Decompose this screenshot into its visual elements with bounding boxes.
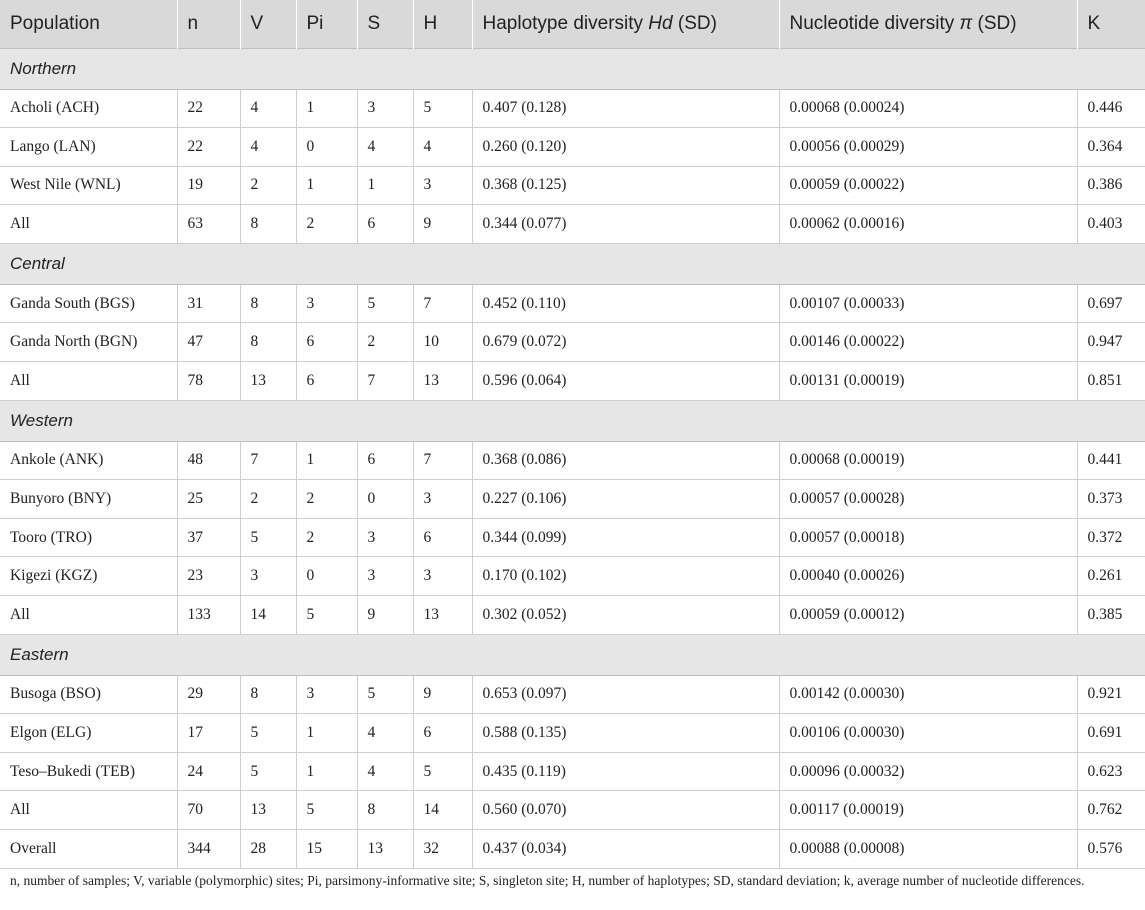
cell-pi: 15 (296, 830, 357, 869)
cell-v: 4 (240, 128, 296, 167)
cell-k: 0.691 (1077, 714, 1145, 753)
cell-population: Lango (LAN) (0, 128, 177, 167)
cell-hd: 0.344 (0.077) (472, 205, 779, 244)
cell-n: 48 (177, 441, 240, 480)
cell-h: 6 (413, 518, 472, 557)
cell-nd: 0.00056 (0.00029) (779, 128, 1077, 167)
cell-n: 133 (177, 596, 240, 635)
cell-k: 0.364 (1077, 128, 1145, 167)
cell-v: 2 (240, 166, 296, 205)
cell-nd: 0.00142 (0.00030) (779, 675, 1077, 714)
cell-s: 3 (357, 557, 413, 596)
cell-n: 19 (177, 166, 240, 205)
cell-population: Acholi (ACH) (0, 89, 177, 128)
cell-pi: 3 (296, 675, 357, 714)
cell-nd: 0.00068 (0.00019) (779, 441, 1077, 480)
cell-v: 5 (240, 752, 296, 791)
cell-k: 0.851 (1077, 362, 1145, 401)
cell-k: 0.441 (1077, 441, 1145, 480)
section-label: Central (0, 243, 1145, 284)
cell-v: 7 (240, 441, 296, 480)
cell-population: Kigezi (KGZ) (0, 557, 177, 596)
cell-h: 14 (413, 791, 472, 830)
cell-k: 0.385 (1077, 596, 1145, 635)
section-label: Northern (0, 48, 1145, 89)
table-row (0, 480, 1145, 519)
cell-n: 78 (177, 362, 240, 401)
header-pi: Pi (296, 0, 357, 48)
table-row (0, 752, 1145, 791)
cell-population: Overall (0, 830, 177, 869)
cell-n: 47 (177, 323, 240, 362)
cell-k: 0.762 (1077, 791, 1145, 830)
cell-pi: 2 (296, 205, 357, 244)
cell-v: 14 (240, 596, 296, 635)
cell-nd: 0.00059 (0.00022) (779, 166, 1077, 205)
cell-hd: 0.227 (0.106) (472, 480, 779, 519)
cell-k: 0.947 (1077, 323, 1145, 362)
cell-nd: 0.00059 (0.00012) (779, 596, 1077, 635)
cell-s: 3 (357, 89, 413, 128)
cell-h: 10 (413, 323, 472, 362)
cell-s: 1 (357, 166, 413, 205)
cell-v: 8 (240, 675, 296, 714)
section-row (0, 48, 1145, 89)
cell-hd: 0.302 (0.052) (472, 596, 779, 635)
table-row (0, 323, 1145, 362)
cell-s: 4 (357, 752, 413, 791)
cell-hd: 0.679 (0.072) (472, 323, 779, 362)
header-nucleotide-diversity: Nucleotide diversity π (SD) (779, 0, 1077, 48)
cell-pi: 5 (296, 791, 357, 830)
cell-s: 2 (357, 323, 413, 362)
cell-n: 37 (177, 518, 240, 557)
cell-pi: 1 (296, 441, 357, 480)
cell-nd: 0.00106 (0.00030) (779, 714, 1077, 753)
header-population: Population (0, 0, 177, 48)
cell-v: 13 (240, 791, 296, 830)
cell-n: 22 (177, 89, 240, 128)
cell-n: 24 (177, 752, 240, 791)
cell-s: 8 (357, 791, 413, 830)
cell-n: 29 (177, 675, 240, 714)
cell-nd: 0.00040 (0.00026) (779, 557, 1077, 596)
cell-hd: 0.588 (0.135) (472, 714, 779, 753)
table-row (0, 830, 1145, 869)
header-k: K (1077, 0, 1145, 48)
table-row (0, 791, 1145, 830)
cell-s: 5 (357, 284, 413, 323)
cell-h: 32 (413, 830, 472, 869)
cell-n: 25 (177, 480, 240, 519)
cell-h: 7 (413, 284, 472, 323)
cell-nd: 0.00068 (0.00024) (779, 89, 1077, 128)
cell-pi: 6 (296, 323, 357, 362)
cell-pi: 1 (296, 166, 357, 205)
cell-k: 0.403 (1077, 205, 1145, 244)
cell-s: 5 (357, 675, 413, 714)
header-row (0, 0, 1145, 48)
cell-s: 7 (357, 362, 413, 401)
cell-s: 6 (357, 205, 413, 244)
cell-population: Teso–Bukedi (TEB) (0, 752, 177, 791)
section-row (0, 634, 1145, 675)
cell-v: 8 (240, 205, 296, 244)
cell-s: 0 (357, 480, 413, 519)
cell-population: Ankole (ANK) (0, 441, 177, 480)
cell-v: 8 (240, 323, 296, 362)
table-row (0, 714, 1145, 753)
table-row (0, 362, 1145, 401)
cell-v: 28 (240, 830, 296, 869)
cell-v: 8 (240, 284, 296, 323)
table-row (0, 441, 1145, 480)
table-row (0, 557, 1145, 596)
cell-n: 70 (177, 791, 240, 830)
cell-population: Bunyoro (BNY) (0, 480, 177, 519)
cell-s: 4 (357, 714, 413, 753)
cell-hd: 0.368 (0.125) (472, 166, 779, 205)
cell-k: 0.623 (1077, 752, 1145, 791)
cell-population: All (0, 791, 177, 830)
cell-hd: 0.653 (0.097) (472, 675, 779, 714)
cell-h: 9 (413, 675, 472, 714)
table-row (0, 205, 1145, 244)
cell-pi: 0 (296, 557, 357, 596)
cell-k: 0.373 (1077, 480, 1145, 519)
cell-v: 2 (240, 480, 296, 519)
cell-n: 23 (177, 557, 240, 596)
cell-pi: 1 (296, 752, 357, 791)
cell-h: 9 (413, 205, 472, 244)
section-label: Western (0, 400, 1145, 441)
cell-hd: 0.437 (0.034) (472, 830, 779, 869)
cell-h: 3 (413, 166, 472, 205)
cell-s: 9 (357, 596, 413, 635)
cell-nd: 0.00057 (0.00018) (779, 518, 1077, 557)
cell-s: 4 (357, 128, 413, 167)
cell-hd: 0.452 (0.110) (472, 284, 779, 323)
section-row (0, 400, 1145, 441)
cell-k: 0.921 (1077, 675, 1145, 714)
cell-population: Busoga (BSO) (0, 675, 177, 714)
header-h: H (413, 0, 472, 48)
cell-nd: 0.00131 (0.00019) (779, 362, 1077, 401)
cell-population: West Nile (WNL) (0, 166, 177, 205)
cell-h: 7 (413, 441, 472, 480)
cell-k: 0.261 (1077, 557, 1145, 596)
header-haplotype-diversity: Haplotype diversity Hd (SD) (472, 0, 779, 48)
cell-population: All (0, 596, 177, 635)
cell-nd: 0.00146 (0.00022) (779, 323, 1077, 362)
cell-nd: 0.00088 (0.00008) (779, 830, 1077, 869)
table-footnote: n, number of samples; V, variable (polymorphic) sites; Pi, parsimony-informative site; S, singleton site; H, number of haplotypes; SD, standard deviation; k, average number of nucleotide differences. (10, 873, 1085, 888)
cell-s: 13 (357, 830, 413, 869)
cell-hd: 0.435 (0.119) (472, 752, 779, 791)
cell-nd: 0.00062 (0.00016) (779, 205, 1077, 244)
table-row (0, 89, 1145, 128)
cell-pi: 0 (296, 128, 357, 167)
cell-nd: 0.00107 (0.00033) (779, 284, 1077, 323)
cell-k: 0.372 (1077, 518, 1145, 557)
cell-v: 5 (240, 714, 296, 753)
cell-pi: 5 (296, 596, 357, 635)
cell-v: 13 (240, 362, 296, 401)
cell-population: All (0, 362, 177, 401)
section-label: Eastern (0, 634, 1145, 675)
cell-v: 3 (240, 557, 296, 596)
header-n: n (177, 0, 240, 48)
cell-h: 13 (413, 596, 472, 635)
cell-h: 3 (413, 557, 472, 596)
cell-h: 4 (413, 128, 472, 167)
cell-s: 6 (357, 441, 413, 480)
cell-population: Ganda South (BGS) (0, 284, 177, 323)
cell-population: Tooro (TRO) (0, 518, 177, 557)
cell-h: 5 (413, 752, 472, 791)
cell-pi: 6 (296, 362, 357, 401)
cell-k: 0.446 (1077, 89, 1145, 128)
table-row (0, 518, 1145, 557)
cell-hd: 0.560 (0.070) (472, 791, 779, 830)
table-row (0, 284, 1145, 323)
cell-nd: 0.00096 (0.00032) (779, 752, 1077, 791)
cell-hd: 0.368 (0.086) (472, 441, 779, 480)
cell-hd: 0.407 (0.128) (472, 89, 779, 128)
table-row (0, 128, 1145, 167)
cell-h: 6 (413, 714, 472, 753)
table-row (0, 675, 1145, 714)
cell-v: 4 (240, 89, 296, 128)
cell-k: 0.576 (1077, 830, 1145, 869)
cell-population: All (0, 205, 177, 244)
cell-pi: 1 (296, 714, 357, 753)
header-v: V (240, 0, 296, 48)
cell-hd: 0.170 (0.102) (472, 557, 779, 596)
cell-pi: 3 (296, 284, 357, 323)
cell-pi: 2 (296, 518, 357, 557)
cell-nd: 0.00057 (0.00028) (779, 480, 1077, 519)
cell-k: 0.386 (1077, 166, 1145, 205)
cell-n: 17 (177, 714, 240, 753)
cell-n: 22 (177, 128, 240, 167)
cell-h: 13 (413, 362, 472, 401)
cell-n: 31 (177, 284, 240, 323)
cell-h: 3 (413, 480, 472, 519)
cell-v: 5 (240, 518, 296, 557)
cell-n: 344 (177, 830, 240, 869)
header-s: S (357, 0, 413, 48)
cell-hd: 0.344 (0.099) (472, 518, 779, 557)
cell-population: Ganda North (BGN) (0, 323, 177, 362)
cell-h: 5 (413, 89, 472, 128)
cell-nd: 0.00117 (0.00019) (779, 791, 1077, 830)
cell-n: 63 (177, 205, 240, 244)
table-row (0, 166, 1145, 205)
cell-pi: 2 (296, 480, 357, 519)
section-row (0, 243, 1145, 284)
table-row (0, 596, 1145, 635)
cell-hd: 0.260 (0.120) (472, 128, 779, 167)
cell-k: 0.697 (1077, 284, 1145, 323)
cell-s: 3 (357, 518, 413, 557)
cell-pi: 1 (296, 89, 357, 128)
cell-population: Elgon (ELG) (0, 714, 177, 753)
cell-hd: 0.596 (0.064) (472, 362, 779, 401)
